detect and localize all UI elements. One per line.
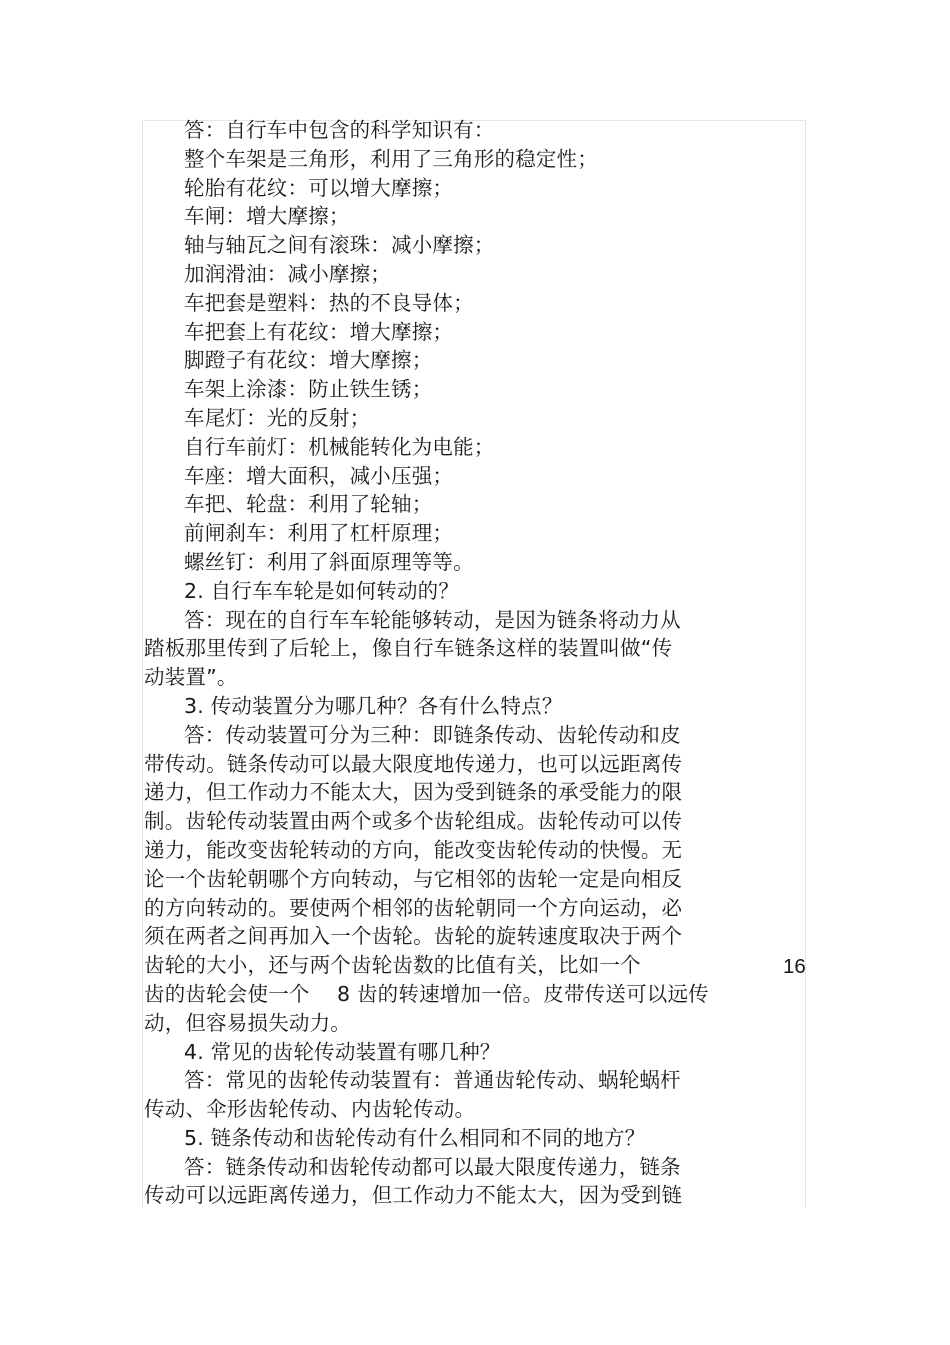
text-line: 3. 传动装置分为哪几种？各有什么特点？: [184, 693, 563, 718]
text-line: 递力，能改变齿轮转动的方向，能改变齿轮传动的快慢。无: [144, 837, 683, 862]
text-line: 4. 常见的齿轮传动装置有哪几种？: [184, 1039, 501, 1064]
text-line: 论一个齿轮朝哪个方向转动，与它相邻的齿轮一定是向相反: [144, 866, 683, 891]
text-line: 带传动。链条传动可以最大限度地传递力，也可以远距离传: [144, 751, 683, 776]
text-line: 车闸：增大摩擦；: [184, 204, 350, 229]
text-line: 的方向转动的。要使两个相邻的齿轮朝同一个方向运动，必: [144, 895, 683, 920]
text-line: 传动、伞形齿轮传动、内齿轮传动。: [144, 1097, 476, 1122]
text-line: 车把、轮盘：利用了轮轴；: [184, 492, 433, 517]
text-line: 螺丝钉：利用了斜面原理等等。: [184, 549, 474, 574]
text-line: 动，但容易损失动力。: [144, 1010, 351, 1035]
text-line: 车把套是塑料：热的不良导体；: [184, 290, 474, 315]
text-line: 齿轮的大小，还与两个齿轮齿数的比值有关，比如一个: [144, 953, 641, 978]
text-line: 前闸刹车：利用了杠杆原理；: [184, 521, 454, 546]
text-line: 答：常见的齿轮传动装置有：普通齿轮传动、蜗轮蜗杆: [184, 1068, 681, 1093]
text-line: 自行车前灯：机械能转化为电能；: [184, 434, 495, 459]
text-line: 须在两者之间再加入一个齿轮。齿轮的旋转速度取决于两个: [144, 924, 683, 949]
document-body: [144, 116, 768, 1210]
text-line: 答：链条传动和齿轮传动都可以最大限度传递力，链条: [184, 1154, 681, 1179]
text-line: 2. 自行车车轮是如何转动的？: [184, 578, 460, 603]
page-number: 16: [783, 955, 806, 978]
text-line: 脚蹬子有花纹：增大摩擦；: [184, 348, 433, 373]
text-line: 齿的齿轮会使一个 8 齿的转速增加一倍。皮带传送可以远传: [144, 981, 709, 1006]
text-line: 制。齿轮传动装置由两个或多个齿轮组成。齿轮传动可以传: [144, 809, 683, 834]
text-line: 车尾灯：光的反射；: [184, 405, 371, 430]
text-line: 车座：增大面积，减小压强；: [184, 463, 454, 488]
text-line: 答：现在的自行车车轮能够转动，是因为链条将动力从: [184, 607, 681, 632]
text-line: 轴与轴瓦之间有滚珠：减小摩擦；: [184, 233, 495, 258]
text-line: 答：传动装置可分为三种：即链条传动、齿轮传动和皮: [184, 722, 681, 747]
text-line: 5. 链条传动和齿轮传动有什么相同和不同的地方？: [184, 1125, 646, 1150]
text-line: 动装置”。: [144, 665, 238, 690]
text-line: 踏板那里传到了后轮上，像自行车链条这样的装置叫做“传: [144, 636, 673, 661]
text-line: 答：自行车中包含的科学知识有：: [184, 118, 495, 142]
text-line: 轮胎有花纹：可以增大摩擦；: [184, 175, 454, 200]
text-line: 车架上涂漆：防止铁生锈；: [184, 377, 433, 402]
text-line: 传动可以远距离传递力，但工作动力不能太大，因为受到链: [144, 1183, 683, 1208]
text-line: 加润滑油：减小摩擦；: [184, 261, 391, 286]
text-line: 递力，但工作动力不能太大，因为受到链条的承受能力的限: [144, 780, 683, 805]
text-line: 整个车架是三角形，利用了三角形的稳定性；: [184, 146, 598, 171]
text-line: 车把套上有花纹：增大摩擦；: [184, 319, 454, 344]
